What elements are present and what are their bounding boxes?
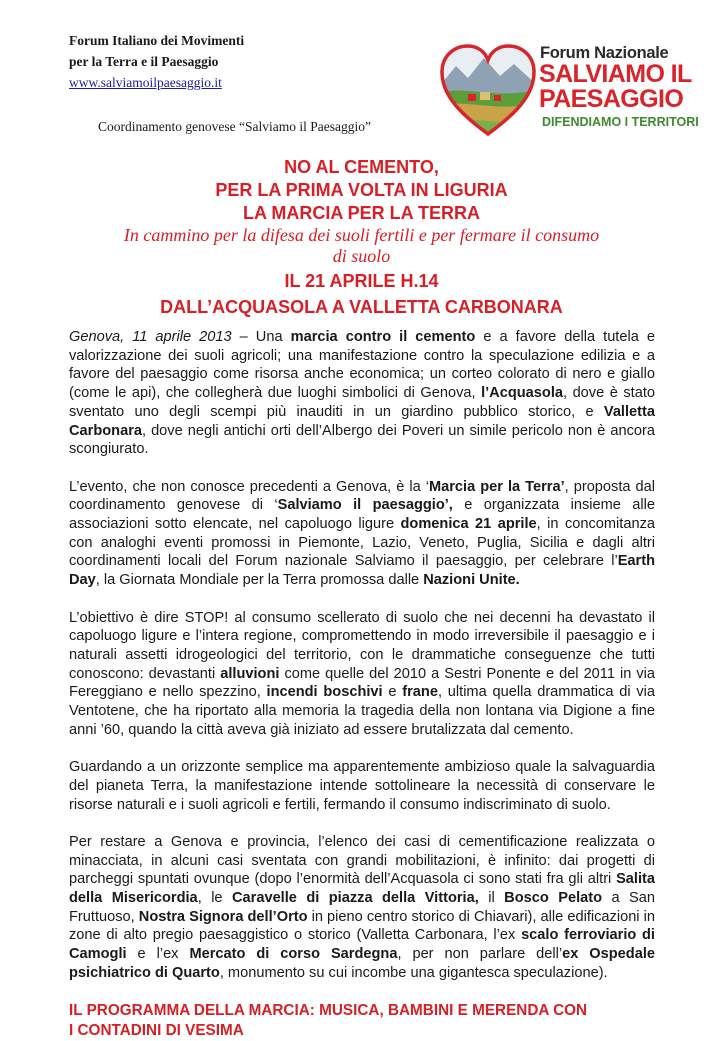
heart-landscape-icon bbox=[438, 42, 538, 138]
text-span: il bbox=[478, 890, 505, 907]
title-line2: PER LA PRIMA VOLTA IN LIGURIA bbox=[215, 180, 508, 200]
bold-span: Valletta Carbonara bbox=[69, 403, 655, 439]
text-span: L’evento, che non conosce precedenti a Genova, è la ‘ bbox=[69, 478, 429, 495]
subtitle-line1: In cammino per la difesa dei suoli fertili e per fermare il consumo bbox=[123, 225, 600, 245]
bold-span: Earth Day bbox=[69, 553, 655, 589]
logo-tagline: DIFENDIAMO I TERRITORI bbox=[542, 115, 699, 129]
text-span: , le bbox=[197, 890, 232, 907]
bold-span: marcia contro il cemento bbox=[290, 329, 476, 345]
paragraph-3 bbox=[69, 609, 655, 740]
event-date: IL 21 APRILE H.14 bbox=[284, 271, 439, 291]
title-block bbox=[69, 156, 654, 319]
text-span: , ultima quella drammatica di via Ventotene, che ha riportato alla memoria la tragedia della non lontana via Digione a fine anni ’60, quando la città aveva già iniziato ad essere brutalizzata dal cemento. bbox=[69, 684, 655, 738]
text-span: , in concomitanza con analoghi eventi promossi in Piemonte, Lazio, Veneto, Puglia, Sicilia e dagli altri coordinamenti locali del Forum nazionale Salviamo il paesaggio, per celebrare l’ bbox=[69, 516, 655, 570]
section-heading-line2: I CONTADINI DI VESIMA bbox=[69, 1022, 244, 1040]
text-span: in pieno centro storico di Chiavari), alle edificazioni in zone di alto pregio paesaggistico o storico (Valletta Carbonara, l’ex bbox=[69, 908, 655, 944]
section-heading-line1: IL PROGRAMMA DELLA MARCIA: MUSICA, BAMBINI E MERENDA CON bbox=[69, 1002, 588, 1020]
bold-span: Salita della Misericordia bbox=[69, 871, 655, 907]
text-span: , dove è stato sventato uno degli scempi più inauditi in un giardino pubblico storico, e bbox=[69, 385, 655, 420]
dateline: Genova, 11 aprile 2013 bbox=[69, 329, 232, 345]
text-span: e organizzata insieme alle associazioni sotto elencate, nel capoluogo ligure bbox=[69, 497, 655, 533]
text-span: Per restare a Genova e provincia, l’elenco dei casi di cementificazione realizzata o minacciata, in alcuni casi sventata con grandi mobilitazioni, è infinito: dai progetti di parcheggi spuntati ovunque (dopo l’enormità dell’Acquasola ci sono stati fra gli altri bbox=[69, 833, 655, 888]
coordination-line: Coordinamento genovese “Salviamo il Paesaggio” bbox=[98, 119, 371, 134]
text-span: L’obiettivo è dire STOP! al consumo scellerato di suolo che nei decenni ha devastato il capoluogo ligure e l’intera regione, compromettendo in modo irreversibile il paesaggio e i naturali assetti idrogeologici del territorio, con le drammatiche conseguenze che tutti conoscono: devastanti bbox=[69, 609, 655, 682]
bold-span: alluvioni bbox=[220, 665, 280, 682]
bold-span: Nazioni Unite. bbox=[423, 572, 520, 589]
forum-logo bbox=[438, 42, 699, 138]
text-span: , per non parlare dell’ bbox=[397, 946, 563, 963]
logo-line1: Forum Nazionale bbox=[540, 44, 669, 62]
bold-span: ex Ospedale psichiatrico di Quarto bbox=[69, 946, 656, 981]
logo-line2: SALVIAMO IL bbox=[539, 60, 692, 88]
bold-span: Salviamo il paesaggio’, bbox=[277, 497, 453, 514]
article-body bbox=[69, 328, 655, 1041]
website-link[interactable]: www.salviamoilpaesaggio.it bbox=[69, 75, 222, 90]
bold-span: Bosco Pelato bbox=[504, 890, 603, 907]
bold-span: domenica 21 aprile bbox=[400, 516, 537, 533]
section-heading bbox=[69, 1001, 655, 1041]
bold-span: Mercato di corso Sardegna bbox=[189, 946, 398, 963]
bold-span: scalo ferroviario di Camogli bbox=[69, 927, 655, 963]
text-span: – Una bbox=[231, 329, 291, 345]
paragraph-4 bbox=[69, 758, 655, 814]
paragraph-2 bbox=[69, 478, 655, 590]
text-span: , proposta dal coordinamento genovese di ‘ bbox=[69, 478, 655, 514]
event-route: DALL’ACQUASOLA A VALLETTA CARBONARA bbox=[160, 297, 563, 317]
org-name-line1: Forum Italiano dei Movimenti bbox=[69, 33, 245, 48]
title-line3: LA MARCIA PER LA TERRA bbox=[243, 203, 480, 223]
title-line1: NO AL CEMENTO, bbox=[284, 157, 439, 177]
text-span: , monumento su cui incombe una gigantesca speculazione). bbox=[219, 964, 608, 981]
paragraph-1 bbox=[69, 328, 655, 459]
logo-line3: PAESAGGIO bbox=[539, 85, 684, 113]
bold-span: incendi boschivi bbox=[266, 684, 383, 701]
subtitle-line2: di suolo bbox=[332, 246, 391, 266]
text-span: , la Giornata Mondiale per la Terra promossa dalle bbox=[95, 572, 424, 589]
bold-span: Nostra Signora dell’Orto bbox=[138, 908, 308, 925]
bold-span: frane bbox=[402, 684, 438, 701]
text-span: a San Fruttuoso, bbox=[69, 890, 655, 925]
paragraph-5 bbox=[69, 833, 655, 983]
text-span: come quelle del 2010 a Sestri Ponente e del 2011 in via Fereggiano e nello spezzino, bbox=[69, 665, 656, 701]
org-name-line2: per la Terra e il Paesaggio bbox=[69, 54, 219, 69]
text-span: e l’ex bbox=[126, 946, 190, 963]
text-span: , dove negli antichi orti dell’Albergo dei Poveri un simile pericolo non è ancora scongiurato. bbox=[69, 422, 655, 458]
bold-span: Caravelle di piazza della Vittoria, bbox=[232, 890, 479, 907]
text-span: Guardando a un orizzonte semplice ma apparentemente ambizioso quale la salvaguardia del pianeta Terra, la manifestazione intende sottolineare la necessità di conservare le risorse naturali e i suoli agricoli e fertili, fermando il consumo indiscriminato di suolo. bbox=[69, 759, 655, 813]
text-span: e bbox=[382, 684, 403, 701]
bold-span: l’Acquasola bbox=[481, 385, 563, 402]
text-span: e a favore della tutela e valorizzazione dei suoli agricoli; una manifestazione contro la speculazione edilizia e a favore del paesaggio come risorsa anche economica; un corteo colorato di nero e giallo (come le api), che collegherà due luoghi simbolici di Genova, bbox=[69, 329, 655, 402]
header-block bbox=[69, 30, 244, 93]
bold-span: Marcia per la Terra’ bbox=[428, 478, 565, 495]
